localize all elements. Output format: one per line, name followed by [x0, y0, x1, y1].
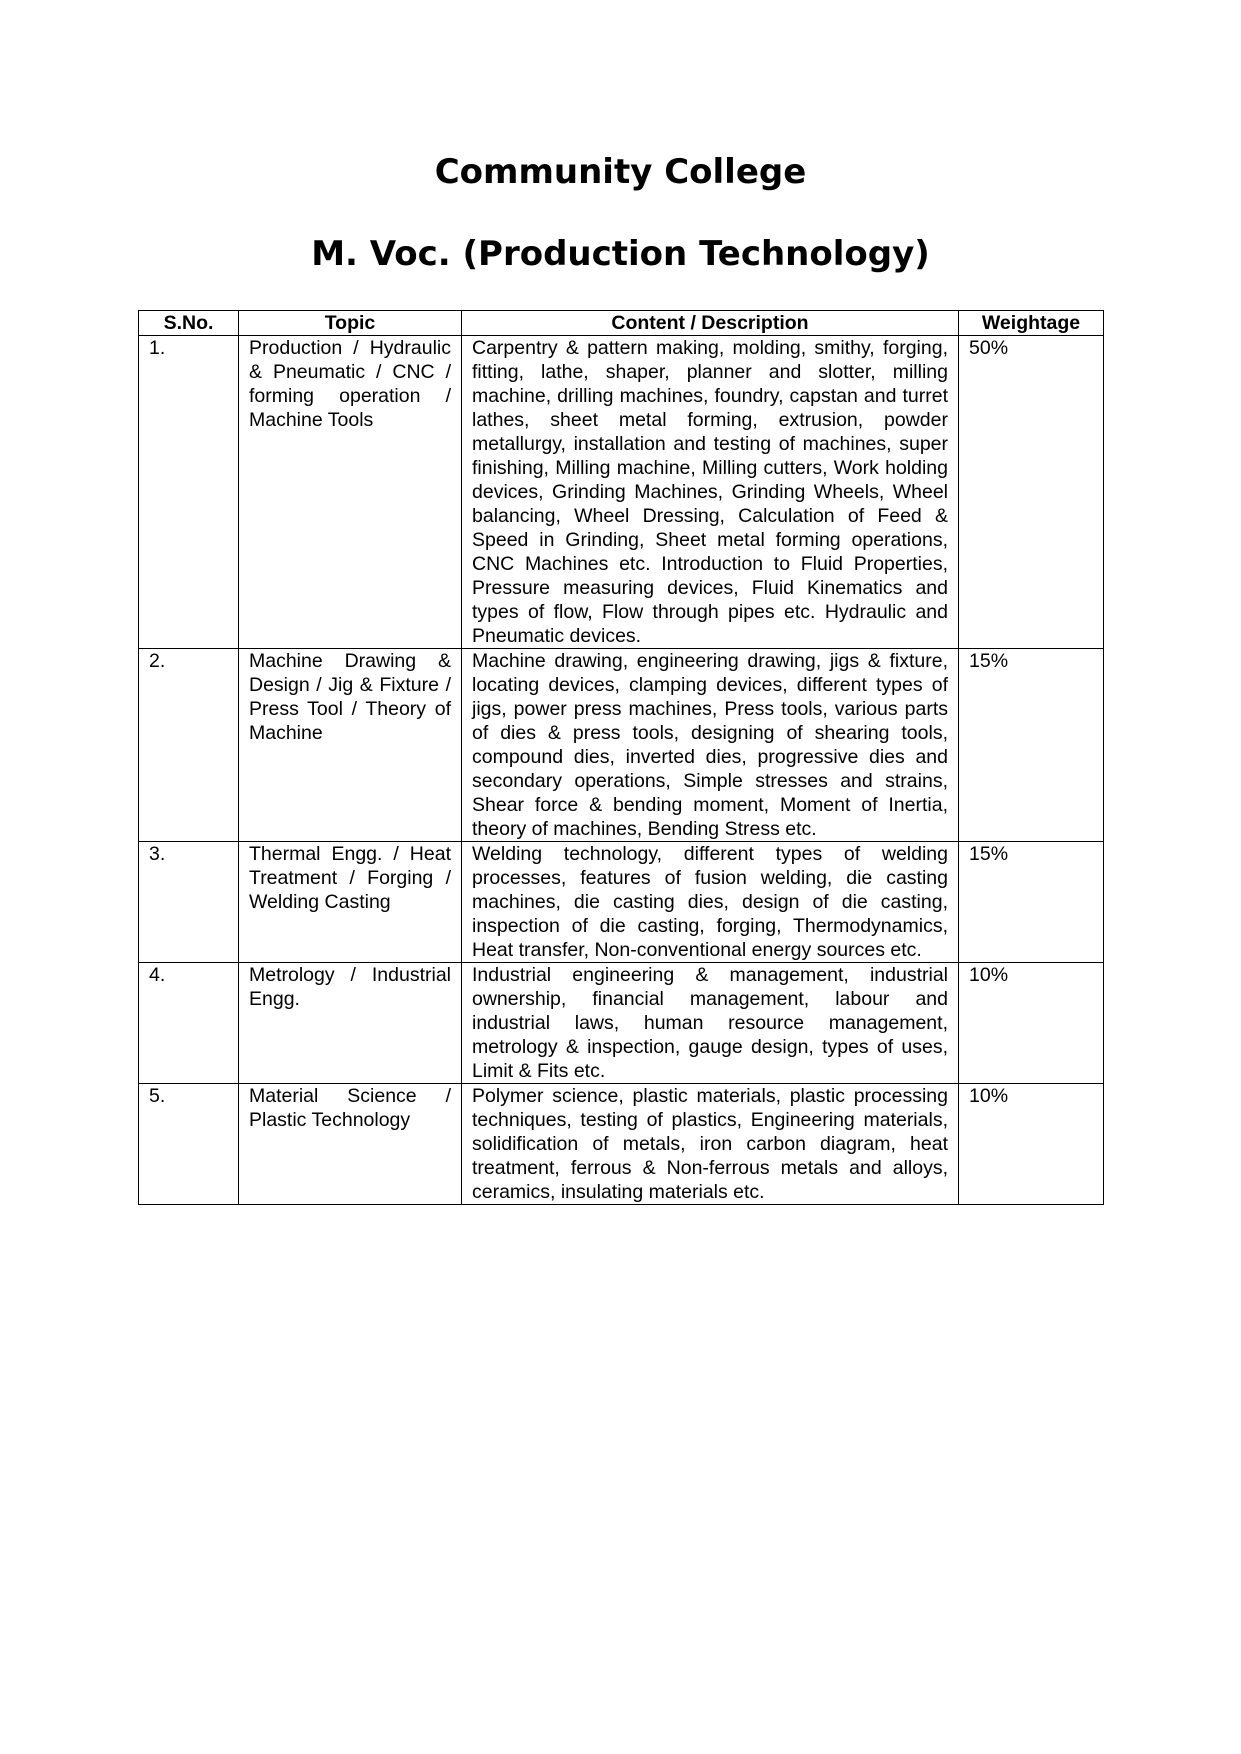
column-header-description: Content / Description — [462, 311, 959, 336]
column-header-topic: Topic — [239, 311, 462, 336]
table-row — [139, 842, 1104, 963]
table-row — [139, 1084, 1104, 1205]
cell-description: Carpentry & pattern making, molding, smithy, forging, fitting, lathe, shaper, planner and slotter, milling machine, drilling machines, foundry, capstan and turret lathes, sheet metal forming, extrusion, powder metallurgy, installation and testing of machines, super finishing, Milling machine, Milling cutters, Work holding devices, Grinding Machines, Grinding Wheels, Wheel balancing, Wheel Dressing, Calculation of Feed & Speed in Grinding, Sheet metal forming operations, CNC Machines etc. Introduction to Fluid Properties, Pressure measuring devices, Fluid Kinematics and types of flow, Flow through pipes etc. Hydraulic and Pneumatic devices. — [462, 336, 959, 649]
cell-description: Machine drawing, engineering drawing, jigs & fixture, locating devices, clamping devices, different types of jigs, power press machines, Press tools, various parts of dies & press tools, designing of shearing tools, compound dies, inverted dies, progressive dies and secondary operations, Simple stresses and strains, Shear force & bending moment, Moment of Inertia, theory of machines, Bending Stress etc. — [462, 649, 959, 842]
cell-description: Polymer science, plastic materials, plastic processing techniques, testing of plastics, Engineering materials, solidification of metals, iron carbon diagram, heat treatment, ferrous & Non-ferrous metals and alloys, ceramics, insulating materials etc. — [462, 1084, 959, 1205]
cell-sno: 2. — [139, 649, 239, 842]
column-header-weightage: Weightage — [959, 311, 1104, 336]
syllabus-table — [138, 310, 1104, 1205]
cell-weightage: 15% — [959, 842, 1104, 963]
cell-weightage: 10% — [959, 1084, 1104, 1205]
page-title: Community College — [434, 152, 807, 192]
cell-topic: Material Science / Plastic Technology — [239, 1084, 462, 1205]
cell-topic: Metrology / Industrial Engg. — [239, 963, 462, 1084]
page-subtitle: M. Voc. (Production Technology) — [311, 234, 930, 274]
table-row — [139, 963, 1104, 1084]
cell-sno: 5. — [139, 1084, 239, 1205]
cell-sno: 3. — [139, 842, 239, 963]
cell-sno: 4. — [139, 963, 239, 1084]
cell-description: Industrial engineering & management, industrial ownership, financial management, labour and industrial laws, human resource management, metrology & inspection, gauge design, types of uses, Limit & Fits etc. — [462, 963, 959, 1084]
cell-description: Welding technology, different types of welding processes, features of fusion welding, die casting machines, die casting dies, design of die casting, inspection of die casting, forging, Thermodynamics, Heat transfer, Non-conventional energy sources etc. — [462, 842, 959, 963]
cell-topic: Machine Drawing & Design / Jig & Fixture / Press Tool / Theory of Machine — [239, 649, 462, 842]
table-header-row — [139, 311, 1104, 336]
table-row — [139, 336, 1104, 649]
cell-weightage: 10% — [959, 963, 1104, 1084]
cell-weightage: 15% — [959, 649, 1104, 842]
cell-sno: 1. — [139, 336, 239, 649]
table-row — [139, 649, 1104, 842]
cell-weightage: 50% — [959, 336, 1104, 649]
column-header-sno: S.No. — [139, 311, 239, 336]
cell-topic: Production / Hydraulic & Pneumatic / CNC / forming operation / Machine Tools — [239, 336, 462, 649]
cell-topic: Thermal Engg. / Heat Treatment / Forging / Welding Casting — [239, 842, 462, 963]
